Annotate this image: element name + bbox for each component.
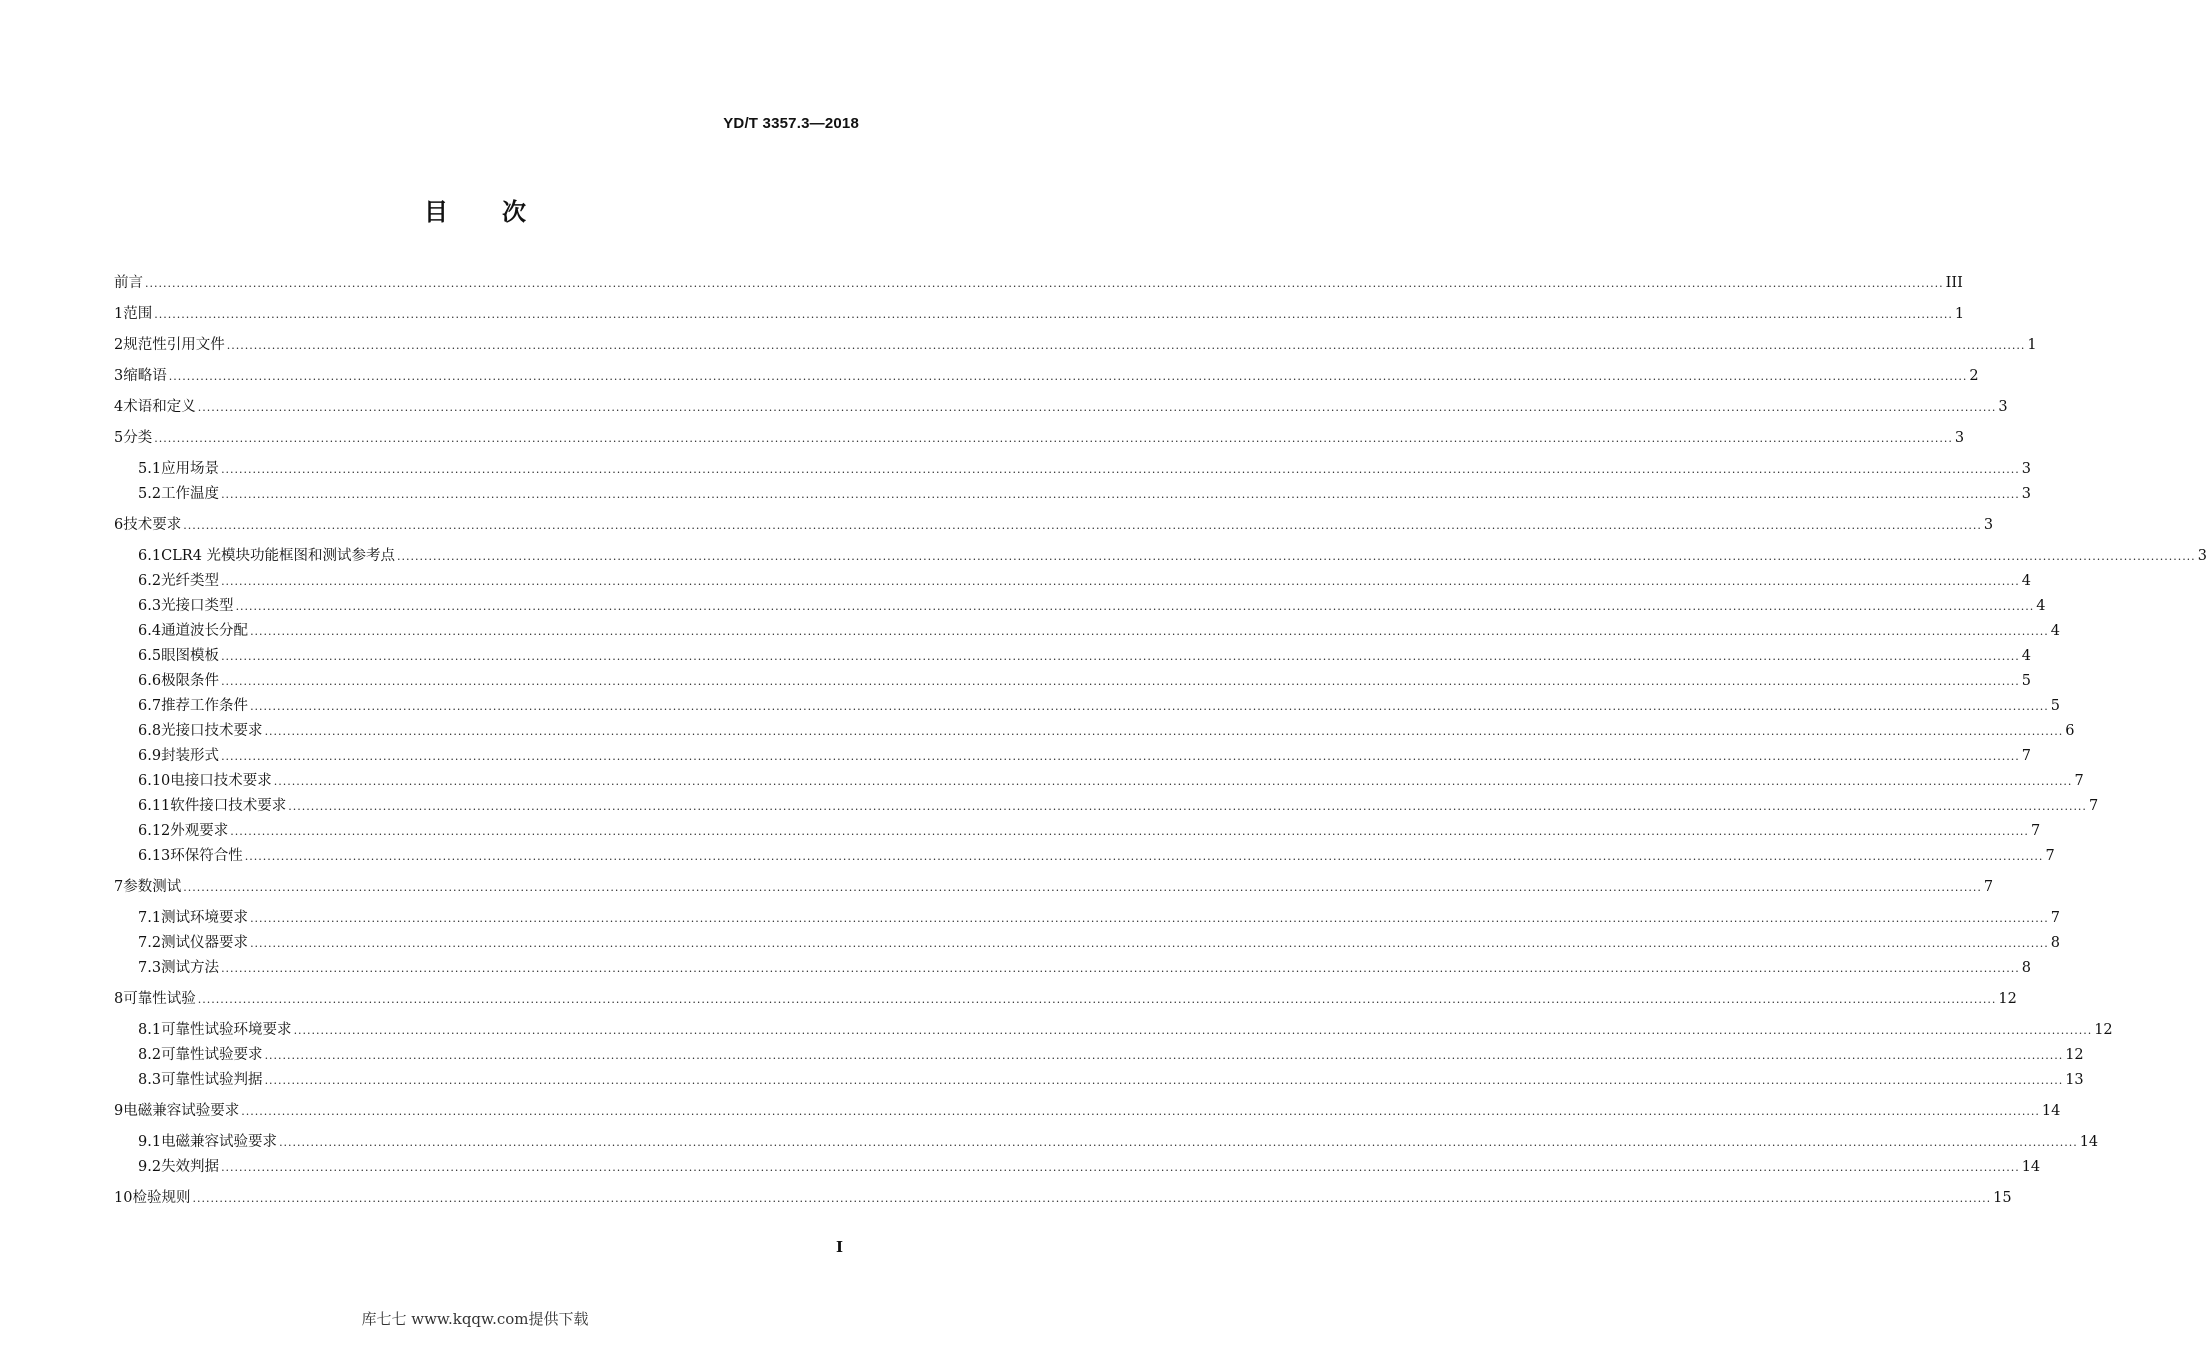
toc-entry-label: 光接口技术要求 bbox=[161, 723, 263, 739]
toc-entry-label: 通道波长分配 bbox=[161, 623, 249, 639]
toc-leader-dots: ................................................................................................................................................................................................................................................................................................................................................................................................................ bbox=[397, 550, 2196, 563]
toc-entry-label: 分类 bbox=[123, 430, 153, 446]
toc-entry-number: 6.10 bbox=[138, 773, 171, 789]
toc-entry-page: 4 bbox=[2021, 573, 2031, 589]
toc-entry[interactable] bbox=[114, 720, 2075, 742]
toc-entry-page: 7 bbox=[2045, 848, 2055, 864]
toc-leader-dots: ................................................................................................................................................................................................................................................................................................................................................................................................................ bbox=[192, 1192, 1992, 1205]
toc-entry-page: 3 bbox=[2021, 461, 2031, 477]
toc-entry-label: 电磁兼容试验要求 bbox=[123, 1103, 240, 1119]
toc-leader-dots: ................................................................................................................................................................................................................................................................................................................................................................................................................ bbox=[221, 962, 2020, 975]
toc-entry-page: 12 bbox=[2094, 1022, 2113, 1038]
toc-entry-number: 6.4 bbox=[138, 623, 162, 639]
toc-entry-number: 4 bbox=[114, 399, 124, 415]
toc-entry[interactable] bbox=[114, 303, 1965, 325]
toc-entry-label: 术语和定义 bbox=[123, 399, 196, 415]
toc-entry[interactable] bbox=[114, 334, 2037, 356]
page-number: I bbox=[836, 1238, 844, 1256]
toc-entry-label: 外观要求 bbox=[170, 823, 229, 839]
toc-entry-label: 前言 bbox=[114, 275, 143, 291]
toc-leader-dots: ................................................................................................................................................................................................................................................................................................................................................................................................................ bbox=[235, 600, 2035, 613]
toc-entry-number: 2 bbox=[114, 337, 124, 353]
toc-entry-label: 光接口类型 bbox=[161, 598, 234, 614]
toc-entry-number: 9.1 bbox=[138, 1134, 162, 1150]
toc-entry[interactable] bbox=[114, 514, 1994, 536]
toc-entry-number: 6.2 bbox=[138, 573, 162, 589]
toc-entry-number: 6.13 bbox=[138, 848, 171, 864]
toc-entry[interactable] bbox=[114, 365, 1979, 387]
toc-entry-page: 7 bbox=[1983, 879, 1994, 895]
toc-entry-page: 12 bbox=[1998, 991, 2017, 1007]
toc-entry-page: 7 bbox=[2050, 910, 2060, 926]
toc-entry[interactable] bbox=[114, 1131, 2099, 1153]
toc-entry-number: 8.3 bbox=[138, 1072, 162, 1088]
toc-leader-dots: ................................................................................................................................................................................................................................................................................................................................................................................................................ bbox=[221, 750, 2020, 763]
toc-entry-number: 5 bbox=[114, 430, 124, 446]
toc-title-right: 次 bbox=[502, 198, 526, 226]
toc-entry-number: 6.6 bbox=[138, 673, 162, 689]
toc-entry-page: III bbox=[1945, 275, 1963, 291]
toc-entry-number: 6.12 bbox=[138, 823, 171, 839]
toc-entry[interactable] bbox=[114, 907, 2060, 929]
toc-entry[interactable] bbox=[114, 427, 1965, 449]
toc-entry-page: 3 bbox=[2197, 548, 2207, 564]
toc-entry-page: 7 bbox=[2030, 823, 2041, 839]
toc-entry[interactable] bbox=[114, 695, 2060, 717]
toc-entry-page: 6 bbox=[2065, 723, 2075, 739]
toc-entry-label: 电接口技术要求 bbox=[170, 773, 272, 789]
toc-leader-dots: ................................................................................................................................................................................................................................................................................................................................................................................................................ bbox=[221, 488, 2020, 501]
toc-entry-page: 3 bbox=[1954, 430, 1965, 446]
toc-entry[interactable] bbox=[114, 932, 2060, 954]
toc-entry-label: 范围 bbox=[123, 306, 153, 322]
toc-entry[interactable] bbox=[114, 820, 2041, 842]
toc-entry[interactable] bbox=[114, 483, 2031, 505]
toc-entry-page: 13 bbox=[2065, 1072, 2084, 1088]
toc-leader-dots: ................................................................................................................................................................................................................................................................................................................................................................................................................ bbox=[230, 825, 2029, 838]
toc-entry-label: 测试仪器要求 bbox=[161, 935, 249, 951]
toc-entry-number: 8.2 bbox=[138, 1047, 162, 1063]
toc-entry-page: 3 bbox=[1983, 517, 1994, 533]
toc-leader-dots: ................................................................................................................................................................................................................................................................................................................................................................................................................ bbox=[221, 675, 2020, 688]
toc-leader-dots: ................................................................................................................................................................................................................................................................................................................................................................................................................ bbox=[264, 725, 2064, 738]
toc-entry-number: 8 bbox=[114, 991, 124, 1007]
toc-leader-dots: ................................................................................................................................................................................................................................................................................................................................................................................................................ bbox=[221, 575, 2020, 588]
toc-entry-label: 失效判据 bbox=[161, 1159, 220, 1175]
toc-leader-dots: ................................................................................................................................................................................................................................................................................................................................................................................................................ bbox=[250, 912, 2049, 925]
toc-entry[interactable] bbox=[114, 745, 2031, 767]
toc-entry[interactable] bbox=[114, 845, 2055, 867]
toc-entry-number: 6.7 bbox=[138, 698, 162, 714]
toc-entry-label: 推荐工作条件 bbox=[161, 698, 249, 714]
toc-entry-label: 环保符合性 bbox=[170, 848, 243, 864]
toc-entry-label: 可靠性试验要求 bbox=[161, 1047, 263, 1063]
toc-entry-number: 7.1 bbox=[138, 910, 162, 926]
toc-entry-number: 7 bbox=[114, 879, 124, 895]
toc-entry[interactable] bbox=[114, 545, 2207, 567]
toc-entry-label: CLR4 光模块功能框图和测试参考点 bbox=[161, 548, 396, 564]
toc-entry-page: 14 bbox=[2041, 1103, 2061, 1119]
toc-entry-page: 2 bbox=[1969, 368, 1979, 384]
toc-leader-dots: ................................................................................................................................................................................................................................................................................................................................................................................................................ bbox=[293, 1024, 2093, 1037]
toc-entry[interactable] bbox=[114, 1069, 2084, 1091]
toc-leader-dots: ................................................................................................................................................................................................................................................................................................................................................................................................................ bbox=[154, 308, 1953, 321]
toc-entry-label: 缩略语 bbox=[123, 368, 167, 384]
toc-entry-number: 9 bbox=[114, 1103, 124, 1119]
toc-leader-dots: ................................................................................................................................................................................................................................................................................................................................................................................................................ bbox=[145, 277, 1944, 290]
toc-entry-label: 可靠性试验判据 bbox=[161, 1072, 263, 1088]
toc-entry-number: 6.1 bbox=[138, 548, 162, 564]
toc-leader-dots: ................................................................................................................................................................................................................................................................................................................................................................................................................ bbox=[168, 370, 1968, 383]
toc-leader-dots: ................................................................................................................................................................................................................................................................................................................................................................................................................ bbox=[264, 1049, 2064, 1062]
toc-leader-dots: ................................................................................................................................................................................................................................................................................................................................................................................................................ bbox=[183, 881, 1982, 894]
toc-entry-page: 8 bbox=[2021, 960, 2031, 976]
toc-entry-page: 15 bbox=[1993, 1190, 2012, 1206]
toc-entry-page: 14 bbox=[2021, 1159, 2041, 1175]
toc-entry-page: 5 bbox=[2021, 673, 2031, 689]
toc-entry-number: 8.1 bbox=[138, 1022, 162, 1038]
toc-entry-number: 5.1 bbox=[138, 461, 162, 477]
toc-entry-number: 6.8 bbox=[138, 723, 162, 739]
toc-entry-number: 10 bbox=[114, 1190, 133, 1206]
toc-entry-page: 1 bbox=[1954, 306, 1965, 322]
toc-entry-label: 规范性引用文件 bbox=[123, 337, 225, 353]
toc-leader-dots: ................................................................................................................................................................................................................................................................................................................................................................................................................ bbox=[244, 850, 2044, 863]
toc-entry[interactable] bbox=[114, 1100, 2061, 1122]
toc-leader-dots: ................................................................................................................................................................................................................................................................................................................................................................................................................ bbox=[154, 432, 1953, 445]
toc-leader-dots: ................................................................................................................................................................................................................................................................................................................................................................................................................ bbox=[221, 463, 2020, 476]
toc-entry[interactable] bbox=[114, 1187, 2012, 1209]
toc-entry-label: 检验规则 bbox=[132, 1190, 191, 1206]
toc-entry-page: 14 bbox=[2079, 1134, 2099, 1150]
toc-leader-dots: ................................................................................................................................................................................................................................................................................................................................................................................................................ bbox=[221, 1161, 2020, 1174]
toc-entry-number: 6.11 bbox=[138, 798, 171, 814]
toc-entry[interactable] bbox=[114, 272, 1963, 294]
toc-entry[interactable] bbox=[114, 396, 2008, 418]
toc-leader-dots: ................................................................................................................................................................................................................................................................................................................................................................................................................ bbox=[197, 401, 1997, 414]
toc-entry[interactable] bbox=[114, 1019, 2113, 1041]
toc-leader-dots: ................................................................................................................................................................................................................................................................................................................................................................................................................ bbox=[250, 625, 2049, 638]
toc-leader-dots: ................................................................................................................................................................................................................................................................................................................................................................................................................ bbox=[279, 1136, 2078, 1149]
toc-entry-number: 6.5 bbox=[138, 648, 162, 664]
toc-entry[interactable] bbox=[114, 770, 2084, 792]
toc-entry-label: 技术要求 bbox=[123, 517, 182, 533]
toc-leader-dots: ................................................................................................................................................................................................................................................................................................................................................................................................................ bbox=[273, 775, 2073, 788]
toc-entry-label: 软件接口技术要求 bbox=[170, 798, 287, 814]
toc-entry-label: 封装形式 bbox=[161, 748, 220, 764]
toc-entry[interactable] bbox=[114, 1044, 2084, 1066]
toc-entry-page: 5 bbox=[2050, 698, 2060, 714]
toc-entry[interactable] bbox=[114, 645, 2031, 667]
toc-entry[interactable] bbox=[114, 795, 2099, 817]
toc-entry-label: 应用场景 bbox=[161, 461, 220, 477]
toc-entry-page: 12 bbox=[2065, 1047, 2084, 1063]
toc-entry-label: 眼图模板 bbox=[161, 648, 220, 664]
toc-entry-page: 7 bbox=[2021, 748, 2031, 764]
toc-entry-page: 7 bbox=[2074, 773, 2084, 789]
toc-entry-label: 极限条件 bbox=[161, 673, 220, 689]
toc-entry-number: 1 bbox=[114, 306, 124, 322]
toc-entry[interactable] bbox=[114, 670, 2031, 692]
toc-entry-number: 6.9 bbox=[138, 748, 162, 764]
toc-entry-page: 4 bbox=[2036, 598, 2046, 614]
toc-leader-dots: ................................................................................................................................................................................................................................................................................................................................................................................................................ bbox=[264, 1074, 2064, 1087]
toc-entry-label: 测试环境要求 bbox=[161, 910, 249, 926]
toc-entry-page: 8 bbox=[2050, 935, 2060, 951]
toc-entry-label: 参数测试 bbox=[123, 879, 182, 895]
toc-leader-dots: ................................................................................................................................................................................................................................................................................................................................................................................................................ bbox=[197, 993, 1997, 1006]
toc-entry[interactable] bbox=[114, 570, 2031, 592]
document-code: YD/T 3357.3—2018 bbox=[723, 115, 859, 132]
toc-entry-page: 3 bbox=[1998, 399, 2008, 415]
toc-entry-number: 6 bbox=[114, 517, 124, 533]
toc-entry-page: 7 bbox=[2088, 798, 2099, 814]
toc-entry-page: 1 bbox=[2027, 337, 2037, 353]
toc-entry[interactable] bbox=[114, 620, 2060, 642]
toc-entry-page: 4 bbox=[2050, 623, 2060, 639]
toc-leader-dots: ................................................................................................................................................................................................................................................................................................................................................................................................................ bbox=[183, 519, 1982, 532]
toc-entry-number: 5.2 bbox=[138, 486, 162, 502]
toc-leader-dots: ................................................................................................................................................................................................................................................................................................................................................................................................................ bbox=[226, 339, 2026, 352]
toc-leader-dots: ................................................................................................................................................................................................................................................................................................................................................................................................................ bbox=[288, 800, 2087, 813]
toc-leader-dots: ................................................................................................................................................................................................................................................................................................................................................................................................................ bbox=[221, 650, 2020, 663]
toc-entry-label: 测试方法 bbox=[161, 960, 220, 976]
toc-title-left: 目 bbox=[424, 198, 448, 226]
toc-entry-label: 可靠性试验环境要求 bbox=[161, 1022, 292, 1038]
toc-entry-number: 6.3 bbox=[138, 598, 162, 614]
toc-entry-label: 可靠性试验 bbox=[123, 991, 196, 1007]
toc-leader-dots: ................................................................................................................................................................................................................................................................................................................................................................................................................ bbox=[250, 700, 2049, 713]
toc-entry[interactable] bbox=[114, 458, 2031, 480]
toc-entry-label: 电磁兼容试验要求 bbox=[161, 1134, 278, 1150]
toc-entry-label: 光纤类型 bbox=[161, 573, 220, 589]
toc-entry-label: 工作温度 bbox=[161, 486, 220, 502]
toc-entry-number: 3 bbox=[114, 368, 124, 384]
toc-entry[interactable] bbox=[114, 876, 1994, 898]
toc-leader-dots: ................................................................................................................................................................................................................................................................................................................................................................................................................ bbox=[250, 937, 2049, 950]
toc-leader-dots: ................................................................................................................................................................................................................................................................................................................................................................................................................ bbox=[241, 1105, 2040, 1118]
toc-entry[interactable] bbox=[114, 957, 2031, 979]
toc-title bbox=[0, 192, 950, 227]
toc-entry-number: 7.2 bbox=[138, 935, 162, 951]
toc-entry-page: 3 bbox=[2021, 486, 2031, 502]
download-footer: 库七七 www.kqqw.com提供下载 bbox=[361, 1310, 589, 1328]
toc-entry-page: 4 bbox=[2021, 648, 2031, 664]
toc-entry[interactable] bbox=[114, 1156, 2041, 1178]
toc-entry-number: 9.2 bbox=[138, 1159, 162, 1175]
toc-entry[interactable] bbox=[114, 595, 2046, 617]
toc-entry[interactable] bbox=[114, 988, 2017, 1010]
toc-entry-number: 7.3 bbox=[138, 960, 162, 976]
